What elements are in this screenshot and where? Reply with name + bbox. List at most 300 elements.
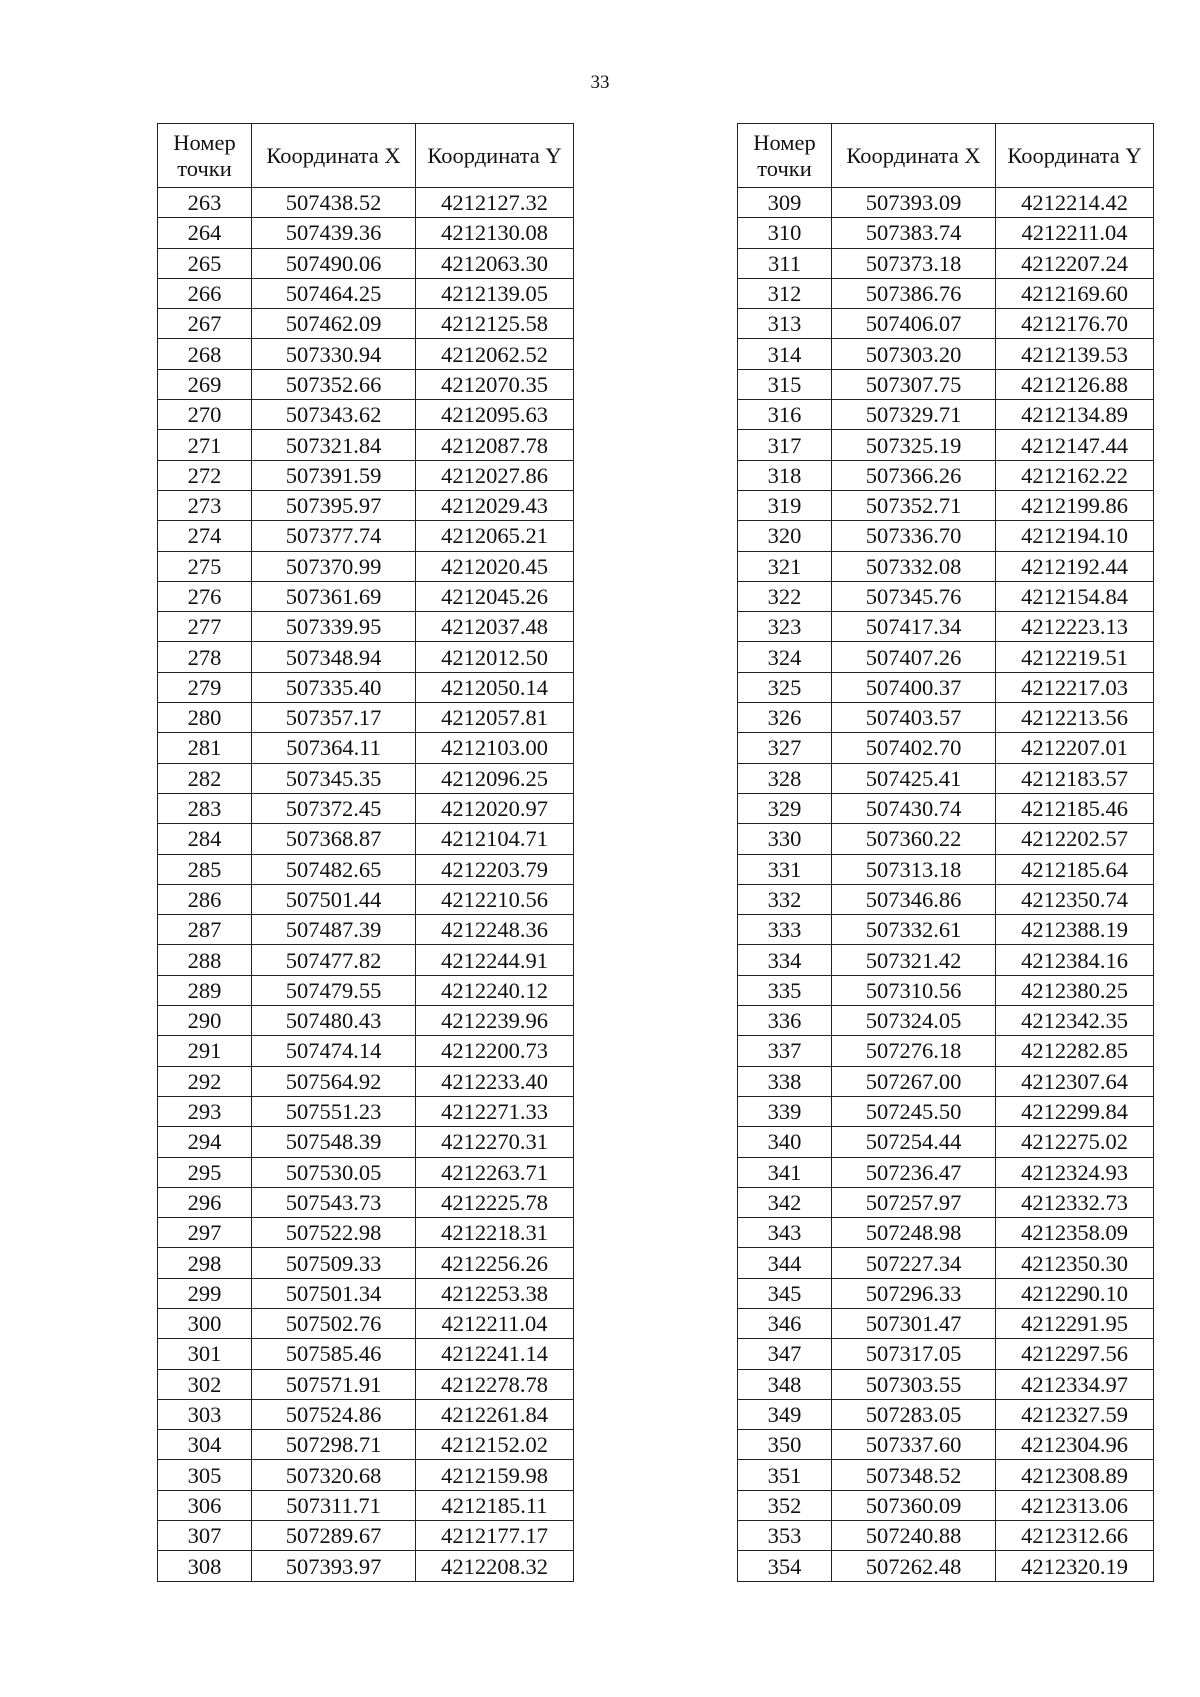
- table-row: [158, 672, 574, 702]
- table-row: [158, 1369, 574, 1399]
- cell-coord-y: 4212027.86: [416, 460, 574, 490]
- cell-coord-y: 4212223.13: [996, 612, 1154, 642]
- table-row: [738, 1551, 1154, 1581]
- cell-coord-y: 4212219.51: [996, 642, 1154, 672]
- cell-point-number: 284: [158, 824, 252, 854]
- cell-coord-y: 4212240.12: [416, 975, 574, 1005]
- cell-point-number: 296: [158, 1187, 252, 1217]
- cell-coord-x: 507477.82: [252, 945, 416, 975]
- table-row: [158, 642, 574, 672]
- table-row: [738, 1490, 1154, 1520]
- cell-coord-y: 4212263.71: [416, 1157, 574, 1187]
- header-point-number: Номер точки: [738, 124, 832, 188]
- cell-coord-x: 507236.47: [832, 1157, 996, 1187]
- cell-coord-y: 4212324.93: [996, 1157, 1154, 1187]
- cell-point-number: 283: [158, 793, 252, 823]
- cell-point-number: 280: [158, 703, 252, 733]
- cell-coord-y: 4212130.08: [416, 218, 574, 248]
- table-row: [158, 400, 574, 430]
- cell-coord-x: 507502.76: [252, 1308, 416, 1338]
- cell-point-number: 322: [738, 581, 832, 611]
- cell-coord-y: 4212057.81: [416, 703, 574, 733]
- cell-coord-y: 4212192.44: [996, 551, 1154, 581]
- cell-coord-y: 4212342.35: [996, 1006, 1154, 1036]
- cell-point-number: 274: [158, 521, 252, 551]
- cell-coord-x: 507522.98: [252, 1218, 416, 1248]
- cell-coord-y: 4212095.63: [416, 400, 574, 430]
- cell-point-number: 264: [158, 218, 252, 248]
- cell-coord-x: 507352.66: [252, 369, 416, 399]
- table-row: [158, 1339, 574, 1369]
- cell-coord-x: 507357.17: [252, 703, 416, 733]
- cell-point-number: 290: [158, 1006, 252, 1036]
- table-row: [738, 824, 1154, 854]
- cell-point-number: 350: [738, 1430, 832, 1460]
- cell-coord-x: 507227.34: [832, 1248, 996, 1278]
- table-row: [738, 763, 1154, 793]
- cell-coord-x: 507490.06: [252, 248, 416, 278]
- cell-coord-x: 507303.20: [832, 339, 996, 369]
- cell-coord-y: 4212139.53: [996, 339, 1154, 369]
- cell-coord-x: 507400.37: [832, 672, 996, 702]
- cell-point-number: 334: [738, 945, 832, 975]
- cell-coord-x: 507335.40: [252, 672, 416, 702]
- cell-point-number: 309: [738, 188, 832, 218]
- cell-point-number: 286: [158, 884, 252, 914]
- cell-point-number: 288: [158, 945, 252, 975]
- cell-point-number: 265: [158, 248, 252, 278]
- cell-point-number: 278: [158, 642, 252, 672]
- table-row: [738, 490, 1154, 520]
- cell-coord-y: 4212037.48: [416, 612, 574, 642]
- table-row: [738, 672, 1154, 702]
- cell-coord-y: 4212270.31: [416, 1127, 574, 1157]
- table-row: [738, 248, 1154, 278]
- table-row: [158, 1096, 574, 1126]
- cell-point-number: 301: [158, 1339, 252, 1369]
- cell-point-number: 316: [738, 400, 832, 430]
- cell-coord-x: 507524.86: [252, 1399, 416, 1429]
- table-row: [158, 581, 574, 611]
- cell-point-number: 352: [738, 1490, 832, 1520]
- cell-coord-x: 507509.33: [252, 1248, 416, 1278]
- header-point-number: Номер точки: [158, 124, 252, 188]
- cell-coord-x: 507564.92: [252, 1066, 416, 1096]
- cell-coord-x: 507248.98: [832, 1218, 996, 1248]
- cell-coord-x: 507383.74: [832, 218, 996, 248]
- cell-coord-x: 507321.84: [252, 430, 416, 460]
- table-row: [158, 460, 574, 490]
- cell-coord-x: 507366.26: [832, 460, 996, 490]
- table-row: [158, 1490, 574, 1520]
- cell-coord-x: 507307.75: [832, 369, 996, 399]
- cell-coord-x: 507313.18: [832, 854, 996, 884]
- cell-coord-x: 507406.07: [832, 309, 996, 339]
- cell-point-number: 300: [158, 1308, 252, 1338]
- cell-coord-x: 507352.71: [832, 490, 996, 520]
- table-row: [158, 703, 574, 733]
- cell-point-number: 321: [738, 551, 832, 581]
- cell-point-number: 308: [158, 1551, 252, 1581]
- table-row: [158, 1430, 574, 1460]
- cell-coord-y: 4212029.43: [416, 490, 574, 520]
- cell-coord-y: 4212203.79: [416, 854, 574, 884]
- cell-point-number: 329: [738, 793, 832, 823]
- cell-coord-y: 4212256.26: [416, 1248, 574, 1278]
- cell-coord-y: 4212282.85: [996, 1036, 1154, 1066]
- table-row: [158, 793, 574, 823]
- cell-coord-x: 507329.71: [832, 400, 996, 430]
- cell-point-number: 312: [738, 278, 832, 308]
- cell-coord-x: 507425.41: [832, 763, 996, 793]
- cell-coord-y: 4212291.95: [996, 1308, 1154, 1338]
- table-row: [158, 1248, 574, 1278]
- cell-coord-y: 4212320.19: [996, 1551, 1154, 1581]
- cell-coord-y: 4212103.00: [416, 733, 574, 763]
- cell-coord-x: 507368.87: [252, 824, 416, 854]
- cell-point-number: 304: [158, 1430, 252, 1460]
- cell-coord-y: 4212388.19: [996, 915, 1154, 945]
- cell-coord-x: 507348.52: [832, 1460, 996, 1490]
- cell-coord-x: 507360.09: [832, 1490, 996, 1520]
- cell-point-number: 299: [158, 1278, 252, 1308]
- table-row: [738, 1036, 1154, 1066]
- cell-point-number: 354: [738, 1551, 832, 1581]
- table-row: [158, 248, 574, 278]
- cell-coord-x: 507438.52: [252, 188, 416, 218]
- cell-coord-x: 507324.05: [832, 1006, 996, 1036]
- cell-point-number: 298: [158, 1248, 252, 1278]
- cell-coord-y: 4212183.57: [996, 763, 1154, 793]
- cell-coord-y: 4212350.30: [996, 1248, 1154, 1278]
- cell-point-number: 279: [158, 672, 252, 702]
- cell-coord-y: 4212087.78: [416, 430, 574, 460]
- cell-coord-y: 4212185.64: [996, 854, 1154, 884]
- cell-coord-x: 507332.61: [832, 915, 996, 945]
- table-row: [738, 278, 1154, 308]
- cell-coord-y: 4212126.88: [996, 369, 1154, 399]
- cell-coord-y: 4212244.91: [416, 945, 574, 975]
- cell-coord-x: 507364.11: [252, 733, 416, 763]
- cell-coord-x: 507254.44: [832, 1127, 996, 1157]
- cell-coord-y: 4212202.57: [996, 824, 1154, 854]
- cell-coord-x: 507346.86: [832, 884, 996, 914]
- table-row: [158, 854, 574, 884]
- table-row: [738, 884, 1154, 914]
- table-row: [158, 430, 574, 460]
- cell-coord-y: 4212065.21: [416, 521, 574, 551]
- cell-coord-x: 507360.22: [832, 824, 996, 854]
- cell-point-number: 342: [738, 1187, 832, 1217]
- cell-coord-y: 4212248.36: [416, 915, 574, 945]
- header-row: [158, 124, 574, 188]
- cell-coord-y: 4212207.24: [996, 248, 1154, 278]
- table-row: [738, 521, 1154, 551]
- cell-coord-x: 507310.56: [832, 975, 996, 1005]
- table-row: [738, 309, 1154, 339]
- cell-point-number: 268: [158, 339, 252, 369]
- cell-coord-x: 507395.97: [252, 490, 416, 520]
- cell-point-number: 297: [158, 1218, 252, 1248]
- cell-point-number: 320: [738, 521, 832, 551]
- cell-coord-y: 4212211.04: [996, 218, 1154, 248]
- cell-coord-x: 507348.94: [252, 642, 416, 672]
- cell-coord-y: 4212020.45: [416, 551, 574, 581]
- cell-coord-y: 4212384.16: [996, 945, 1154, 975]
- table-row: [158, 763, 574, 793]
- table-row: [738, 945, 1154, 975]
- cell-coord-y: 4212297.56: [996, 1339, 1154, 1369]
- cell-point-number: 281: [158, 733, 252, 763]
- cell-point-number: 331: [738, 854, 832, 884]
- table-row: [738, 1157, 1154, 1187]
- cell-coord-x: 507296.33: [832, 1278, 996, 1308]
- cell-coord-y: 4212313.06: [996, 1490, 1154, 1520]
- table-row: [158, 1460, 574, 1490]
- cell-coord-x: 507339.95: [252, 612, 416, 642]
- cell-point-number: 328: [738, 763, 832, 793]
- cell-coord-y: 4212185.11: [416, 1490, 574, 1520]
- cell-coord-x: 507501.34: [252, 1278, 416, 1308]
- table-row: [158, 521, 574, 551]
- cell-point-number: 319: [738, 490, 832, 520]
- coordinates-table-right: [737, 123, 1154, 1582]
- table-row: [158, 975, 574, 1005]
- cell-coord-y: 4212210.56: [416, 884, 574, 914]
- table-row: [738, 1248, 1154, 1278]
- cell-point-number: 295: [158, 1157, 252, 1187]
- table-row: [158, 1278, 574, 1308]
- cell-point-number: 317: [738, 430, 832, 460]
- cell-coord-x: 507551.23: [252, 1096, 416, 1126]
- cell-coord-x: 507402.70: [832, 733, 996, 763]
- page-number: 33: [590, 72, 610, 93]
- cell-point-number: 272: [158, 460, 252, 490]
- cell-point-number: 332: [738, 884, 832, 914]
- cell-coord-x: 507474.14: [252, 1036, 416, 1066]
- cell-coord-y: 4212350.74: [996, 884, 1154, 914]
- table-row: [738, 854, 1154, 884]
- cell-coord-y: 4212278.78: [416, 1369, 574, 1399]
- header-row: [738, 124, 1154, 188]
- cell-coord-y: 4212199.86: [996, 490, 1154, 520]
- cell-point-number: 277: [158, 612, 252, 642]
- cell-coord-y: 4212358.09: [996, 1218, 1154, 1248]
- cell-point-number: 327: [738, 733, 832, 763]
- cell-point-number: 341: [738, 1157, 832, 1187]
- cell-point-number: 307: [158, 1521, 252, 1551]
- cell-coord-x: 507482.65: [252, 854, 416, 884]
- cell-coord-x: 507257.97: [832, 1187, 996, 1217]
- table-row: [158, 1157, 574, 1187]
- table-row: [158, 278, 574, 308]
- cell-point-number: 343: [738, 1218, 832, 1248]
- cell-point-number: 292: [158, 1066, 252, 1096]
- cell-coord-y: 4212233.40: [416, 1066, 574, 1096]
- table-row: [158, 824, 574, 854]
- cell-coord-y: 4212218.31: [416, 1218, 574, 1248]
- table-row: [738, 1308, 1154, 1338]
- cell-coord-y: 4212308.89: [996, 1460, 1154, 1490]
- table-row: [738, 1066, 1154, 1096]
- cell-coord-y: 4212290.10: [996, 1278, 1154, 1308]
- table-row: [738, 188, 1154, 218]
- table-row: [158, 1127, 574, 1157]
- cell-coord-y: 4212334.97: [996, 1369, 1154, 1399]
- cell-point-number: 270: [158, 400, 252, 430]
- cell-coord-y: 4212152.02: [416, 1430, 574, 1460]
- cell-coord-y: 4212208.32: [416, 1551, 574, 1581]
- table-row: [158, 733, 574, 763]
- cell-coord-y: 4212304.96: [996, 1430, 1154, 1460]
- cell-coord-y: 4212332.73: [996, 1187, 1154, 1217]
- cell-coord-x: 507373.18: [832, 248, 996, 278]
- cell-point-number: 294: [158, 1127, 252, 1157]
- cell-coord-x: 507543.73: [252, 1187, 416, 1217]
- cell-coord-y: 4212253.38: [416, 1278, 574, 1308]
- cell-coord-x: 507276.18: [832, 1036, 996, 1066]
- cell-coord-y: 4212194.10: [996, 521, 1154, 551]
- cell-point-number: 287: [158, 915, 252, 945]
- cell-coord-y: 4212169.60: [996, 278, 1154, 308]
- table-row: [738, 1369, 1154, 1399]
- cell-point-number: 271: [158, 430, 252, 460]
- cell-coord-x: 507571.91: [252, 1369, 416, 1399]
- cell-coord-y: 4212020.97: [416, 793, 574, 823]
- table-row: [738, 915, 1154, 945]
- table-row: [738, 1399, 1154, 1429]
- cell-coord-x: 507548.39: [252, 1127, 416, 1157]
- cell-coord-y: 4212271.33: [416, 1096, 574, 1126]
- cell-coord-x: 507332.08: [832, 551, 996, 581]
- cell-coord-y: 4212225.78: [416, 1187, 574, 1217]
- cell-point-number: 267: [158, 309, 252, 339]
- cell-coord-y: 4212063.30: [416, 248, 574, 278]
- table-row: [158, 1551, 574, 1581]
- cell-point-number: 349: [738, 1399, 832, 1429]
- cell-coord-x: 507430.74: [832, 793, 996, 823]
- coordinates-table-left: [157, 123, 574, 1582]
- table-row: [158, 1036, 574, 1066]
- cell-point-number: 353: [738, 1521, 832, 1551]
- cell-point-number: 318: [738, 460, 832, 490]
- table-row: [158, 339, 574, 369]
- cell-coord-y: 4212050.14: [416, 672, 574, 702]
- table-row: [158, 1399, 574, 1429]
- cell-coord-x: 507372.45: [252, 793, 416, 823]
- cell-coord-y: 4212299.84: [996, 1096, 1154, 1126]
- cell-coord-x: 507393.97: [252, 1551, 416, 1581]
- table-row: [738, 581, 1154, 611]
- table-row: [738, 642, 1154, 672]
- cell-coord-x: 507462.09: [252, 309, 416, 339]
- cell-coord-x: 507317.05: [832, 1339, 996, 1369]
- cell-point-number: 263: [158, 188, 252, 218]
- table-row: [738, 612, 1154, 642]
- cell-point-number: 273: [158, 490, 252, 520]
- table-row: [738, 1521, 1154, 1551]
- cell-coord-x: 507320.68: [252, 1460, 416, 1490]
- table-row: [158, 490, 574, 520]
- table-row: [738, 339, 1154, 369]
- header-coord-y: Координата Y: [996, 124, 1154, 188]
- table-row: [158, 188, 574, 218]
- table-row: [158, 369, 574, 399]
- table-row: [158, 1218, 574, 1248]
- cell-point-number: 269: [158, 369, 252, 399]
- cell-coord-x: 507345.35: [252, 763, 416, 793]
- cell-coord-x: 507298.71: [252, 1430, 416, 1460]
- cell-coord-x: 507303.55: [832, 1369, 996, 1399]
- cell-coord-y: 4212154.84: [996, 581, 1154, 611]
- table-row: [158, 915, 574, 945]
- cell-point-number: 346: [738, 1308, 832, 1338]
- cell-coord-x: 507361.69: [252, 581, 416, 611]
- cell-point-number: 340: [738, 1127, 832, 1157]
- cell-coord-y: 4212327.59: [996, 1399, 1154, 1429]
- cell-coord-x: 507407.26: [832, 642, 996, 672]
- table-row: [738, 1218, 1154, 1248]
- cell-coord-y: 4212307.64: [996, 1066, 1154, 1096]
- cell-coord-x: 507386.76: [832, 278, 996, 308]
- cell-coord-x: 507585.46: [252, 1339, 416, 1369]
- cell-point-number: 330: [738, 824, 832, 854]
- cell-point-number: 315: [738, 369, 832, 399]
- table-row: [738, 369, 1154, 399]
- table-row: [158, 1308, 574, 1338]
- cell-point-number: 289: [158, 975, 252, 1005]
- cell-point-number: 339: [738, 1096, 832, 1126]
- cell-point-number: 347: [738, 1339, 832, 1369]
- table-row: [158, 612, 574, 642]
- cell-point-number: 293: [158, 1096, 252, 1126]
- cell-coord-y: 4212127.32: [416, 188, 574, 218]
- cell-coord-x: 507283.05: [832, 1399, 996, 1429]
- cell-point-number: 291: [158, 1036, 252, 1066]
- cell-coord-y: 4212159.98: [416, 1460, 574, 1490]
- cell-coord-x: 507336.70: [832, 521, 996, 551]
- cell-coord-x: 507370.99: [252, 551, 416, 581]
- cell-coord-x: 507391.59: [252, 460, 416, 490]
- table-row: [738, 1339, 1154, 1369]
- cell-point-number: 266: [158, 278, 252, 308]
- cell-coord-y: 4212125.58: [416, 309, 574, 339]
- cell-point-number: 344: [738, 1248, 832, 1278]
- cell-coord-x: 507245.50: [832, 1096, 996, 1126]
- cell-point-number: 306: [158, 1490, 252, 1520]
- cell-coord-y: 4212096.25: [416, 763, 574, 793]
- cell-point-number: 310: [738, 218, 832, 248]
- cell-coord-y: 4212176.70: [996, 309, 1154, 339]
- cell-point-number: 338: [738, 1066, 832, 1096]
- cell-coord-y: 4212134.89: [996, 400, 1154, 430]
- cell-coord-y: 4212185.46: [996, 793, 1154, 823]
- cell-coord-x: 507267.00: [832, 1066, 996, 1096]
- cell-coord-y: 4212207.01: [996, 733, 1154, 763]
- cell-coord-y: 4212217.03: [996, 672, 1154, 702]
- cell-coord-x: 507289.67: [252, 1521, 416, 1551]
- cell-point-number: 336: [738, 1006, 832, 1036]
- cell-coord-x: 507262.48: [832, 1551, 996, 1581]
- cell-point-number: 313: [738, 309, 832, 339]
- cell-coord-y: 4212104.71: [416, 824, 574, 854]
- table-row: [738, 430, 1154, 460]
- table-row: [158, 884, 574, 914]
- cell-coord-y: 4212147.44: [996, 430, 1154, 460]
- table-row: [738, 460, 1154, 490]
- table-row: [738, 1460, 1154, 1490]
- table-row: [738, 733, 1154, 763]
